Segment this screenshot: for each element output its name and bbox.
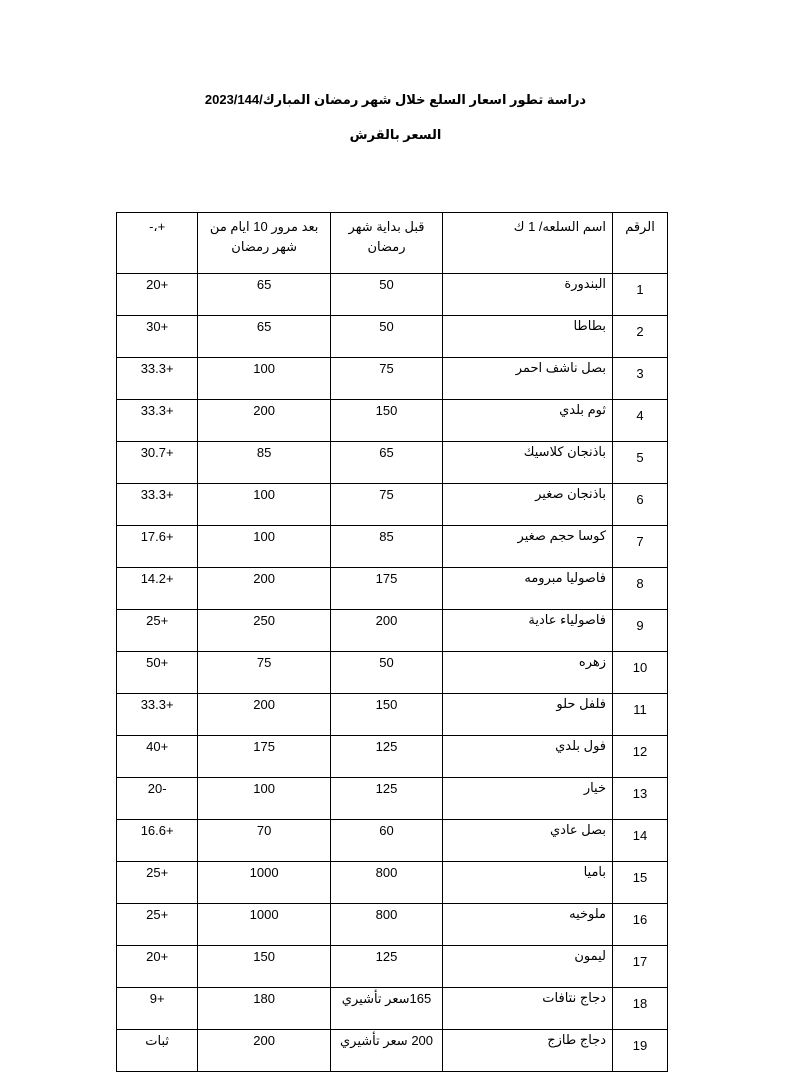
- item-name-cell: باذنجان كلاسيك: [443, 442, 613, 484]
- price-before-cell: 200: [330, 610, 442, 652]
- header-change: +،-: [117, 213, 198, 274]
- change-cell: +14.2: [117, 568, 198, 610]
- price-before-cell: 150: [330, 400, 442, 442]
- row-num-cell: 14: [613, 820, 668, 862]
- header-num: الرقم: [613, 213, 668, 274]
- price-before-cell: 50: [330, 274, 442, 316]
- price-before-cell: 125: [330, 736, 442, 778]
- item-name-cell: ملوخيه: [443, 904, 613, 946]
- item-name-cell: بطاطا: [443, 316, 613, 358]
- row-num-cell: 6: [613, 484, 668, 526]
- price-after-cell: 200: [198, 694, 331, 736]
- price-before-cell: 85: [330, 526, 442, 568]
- change-cell: -20: [117, 778, 198, 820]
- change-cell: +33.3: [117, 694, 198, 736]
- row-num-cell: 19: [613, 1030, 668, 1072]
- price-before-cell: 50: [330, 316, 442, 358]
- table-row: [117, 400, 668, 442]
- price-table: [116, 212, 668, 1072]
- price-after-cell: 250: [198, 610, 331, 652]
- price-after-cell: 175: [198, 736, 331, 778]
- table-body: [117, 274, 668, 1072]
- price-after-cell: 1000: [198, 904, 331, 946]
- price-before-cell: 75: [330, 484, 442, 526]
- price-before-cell: 50: [330, 652, 442, 694]
- row-num-cell: 8: [613, 568, 668, 610]
- change-cell: +25: [117, 862, 198, 904]
- price-before-cell: 65: [330, 442, 442, 484]
- table-row: [117, 820, 668, 862]
- change-cell: +30.7: [117, 442, 198, 484]
- row-num-cell: 18: [613, 988, 668, 1030]
- header-after: بعد مرور 10 ايام من شهر رمضان: [198, 213, 331, 274]
- price-before-cell: 125: [330, 946, 442, 988]
- table-row: [117, 358, 668, 400]
- price-before-cell: 150: [330, 694, 442, 736]
- change-cell: +25: [117, 610, 198, 652]
- table-row: [117, 1030, 668, 1072]
- item-name-cell: البندورة: [443, 274, 613, 316]
- item-name-cell: كوسا حجم صغير: [443, 526, 613, 568]
- price-before-cell: 200 سعر تأشيري: [330, 1030, 442, 1072]
- change-cell: +33.3: [117, 358, 198, 400]
- price-after-cell: 150: [198, 946, 331, 988]
- row-num-cell: 13: [613, 778, 668, 820]
- item-name-cell: فاصولياء عادية: [443, 610, 613, 652]
- price-after-cell: 200: [198, 400, 331, 442]
- change-cell: +30: [117, 316, 198, 358]
- change-cell: +33.3: [117, 400, 198, 442]
- item-name-cell: فاصوليا مبرومه: [443, 568, 613, 610]
- row-num-cell: 1: [613, 274, 668, 316]
- item-name-cell: باذنجان صغير: [443, 484, 613, 526]
- table-row: [117, 694, 668, 736]
- price-after-cell: 1000: [198, 862, 331, 904]
- change-cell: +25: [117, 904, 198, 946]
- item-name-cell: دجاج طازج: [443, 1030, 613, 1072]
- row-num-cell: 5: [613, 442, 668, 484]
- table-row: [117, 610, 668, 652]
- table-row: [117, 946, 668, 988]
- item-name-cell: بصل عادي: [443, 820, 613, 862]
- price-before-cell: 800: [330, 904, 442, 946]
- item-name-cell: فلفل حلو: [443, 694, 613, 736]
- price-after-cell: 70: [198, 820, 331, 862]
- table-row: [117, 862, 668, 904]
- price-after-cell: 180: [198, 988, 331, 1030]
- item-name-cell: ليمون: [443, 946, 613, 988]
- change-cell: +9: [117, 988, 198, 1030]
- row-num-cell: 3: [613, 358, 668, 400]
- price-after-cell: 85: [198, 442, 331, 484]
- table-row: [117, 652, 668, 694]
- item-name-cell: بصل ناشف احمر: [443, 358, 613, 400]
- change-cell: +20: [117, 274, 198, 316]
- table-row: [117, 274, 668, 316]
- price-before-cell: 165سعر تأشيري: [330, 988, 442, 1030]
- item-name-cell: ثوم بلدي: [443, 400, 613, 442]
- item-name-cell: فول بلدي: [443, 736, 613, 778]
- table-row: [117, 526, 668, 568]
- item-name-cell: باميا: [443, 862, 613, 904]
- change-cell: +50: [117, 652, 198, 694]
- price-after-cell: 100: [198, 526, 331, 568]
- price-after-cell: 65: [198, 316, 331, 358]
- table-row: [117, 904, 668, 946]
- page-subtitle: السعر بالقرش: [349, 127, 442, 142]
- price-after-cell: 200: [198, 568, 331, 610]
- price-after-cell: 100: [198, 358, 331, 400]
- change-cell: +20: [117, 946, 198, 988]
- table-row: [117, 568, 668, 610]
- price-before-cell: 175: [330, 568, 442, 610]
- price-after-cell: 65: [198, 274, 331, 316]
- item-name-cell: زهره: [443, 652, 613, 694]
- table-header-row: [117, 213, 668, 274]
- row-num-cell: 9: [613, 610, 668, 652]
- change-cell: +33.3: [117, 484, 198, 526]
- price-before-cell: 60: [330, 820, 442, 862]
- item-name-cell: خيار: [443, 778, 613, 820]
- row-num-cell: 11: [613, 694, 668, 736]
- row-num-cell: 12: [613, 736, 668, 778]
- row-num-cell: 2: [613, 316, 668, 358]
- table-row: [117, 988, 668, 1030]
- page-title: دراسة تطور اسعار السلع خلال شهر رمضان المبارك/2023/144: [204, 92, 587, 107]
- table-row: [117, 316, 668, 358]
- table-row: [117, 736, 668, 778]
- price-before-cell: 800: [330, 862, 442, 904]
- change-cell: +40: [117, 736, 198, 778]
- row-num-cell: 10: [613, 652, 668, 694]
- table-row: [117, 778, 668, 820]
- row-num-cell: 15: [613, 862, 668, 904]
- item-name-cell: دجاج نتافات: [443, 988, 613, 1030]
- price-before-cell: 75: [330, 358, 442, 400]
- price-after-cell: 75: [198, 652, 331, 694]
- row-num-cell: 4: [613, 400, 668, 442]
- table-row: [117, 442, 668, 484]
- change-cell: +17.6: [117, 526, 198, 568]
- price-after-cell: 200: [198, 1030, 331, 1072]
- change-cell: ثبات: [117, 1030, 198, 1072]
- price-before-cell: 125: [330, 778, 442, 820]
- price-after-cell: 100: [198, 484, 331, 526]
- price-after-cell: 100: [198, 778, 331, 820]
- header-name: اسم السلعه/ 1 ك: [443, 213, 613, 274]
- table-row: [117, 484, 668, 526]
- row-num-cell: 17: [613, 946, 668, 988]
- row-num-cell: 7: [613, 526, 668, 568]
- header-before: قبل بداية شهر رمضان: [330, 213, 442, 274]
- row-num-cell: 16: [613, 904, 668, 946]
- change-cell: +16.6: [117, 820, 198, 862]
